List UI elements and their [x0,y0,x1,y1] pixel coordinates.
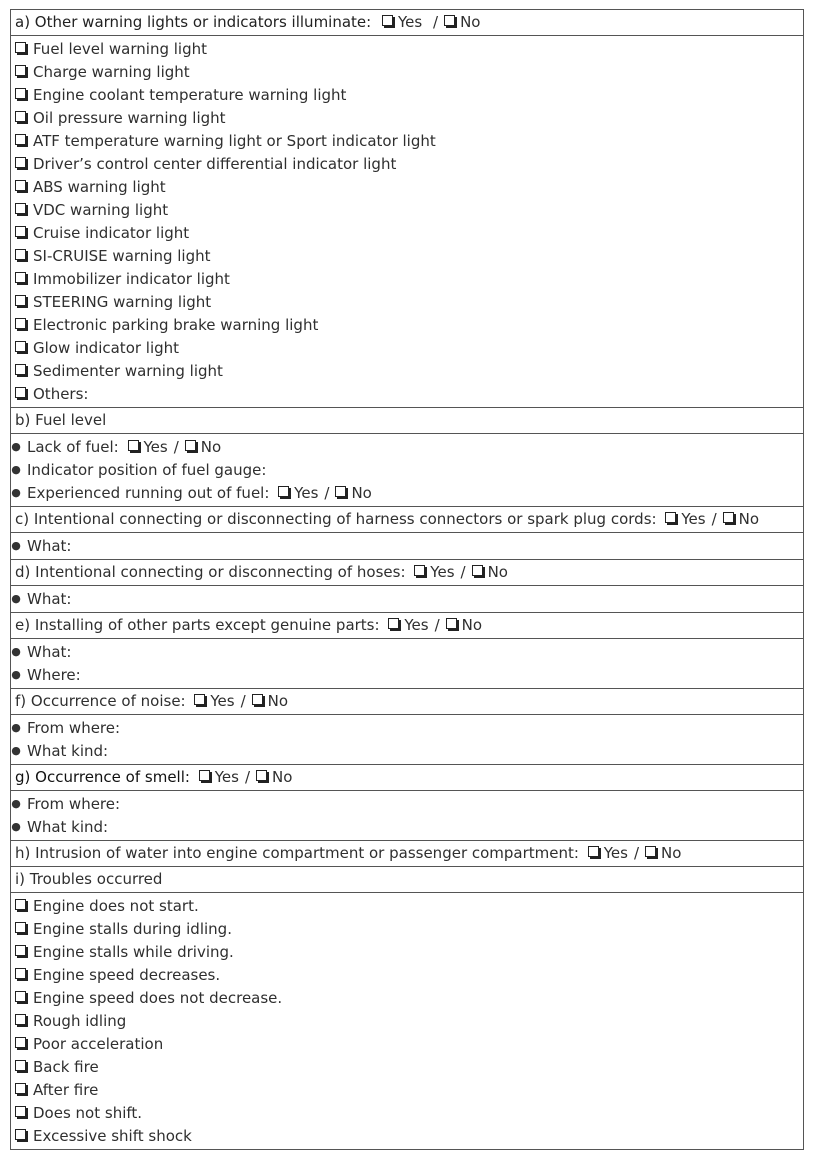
section-d-body-row [11,586,804,613]
bullet-icon: ● [11,668,21,681]
section-i-title: i) Troubles occurred [15,870,163,888]
yes-label: Yes [214,768,239,786]
check-item-label: Others: [33,385,89,403]
section-b-title: b) Fuel level [15,411,107,429]
yes-checkbox[interactable] [414,565,425,576]
check-item-label: Oil pressure warning light [33,109,226,127]
check-item [15,964,799,987]
slash-separator: / [711,510,717,528]
section-c-header [11,507,804,533]
from-where-label: From where: [27,795,121,813]
bullet-item [11,664,799,687]
no-label: No [461,616,483,634]
bullet-icon: ● [11,440,21,453]
check-item-label: Sedimenter warning light [33,362,223,380]
check-item [15,1125,799,1148]
section-i-header-row [11,867,804,893]
section-f-details [11,715,804,765]
no-checkbox[interactable] [446,618,457,629]
yes-label: Yes [603,844,628,862]
no-checkbox[interactable] [645,846,656,857]
section-e-question: e) Installing of other parts except genuine parts: [15,616,380,634]
check-item [15,941,799,964]
section-h-question: h) Intrusion of water into engine compartment or passenger compartment: [15,844,579,862]
bullet-item [11,535,799,558]
section-e-details [11,639,804,689]
yes-checkbox[interactable] [588,846,599,857]
section-h-header [11,841,804,867]
checkbox[interactable] [15,1060,26,1071]
check-item [15,245,799,268]
questionnaire-sheet [10,9,804,1150]
section-h-header-row [11,841,804,867]
checkbox[interactable] [15,88,26,99]
yes-label: Yes [430,563,455,581]
check-item [15,1033,799,1056]
checkbox[interactable] [15,364,26,375]
section-f-question: f) Occurrence of noise: [15,692,186,710]
yes-label: Yes [398,13,423,31]
yes-checkbox[interactable] [278,486,289,497]
yes-label: Yes [681,510,706,528]
yes-checkbox[interactable] [388,618,399,629]
checkbox[interactable] [15,226,26,237]
section-c-question: c) Intentional connecting or disconnecting of harness connectors or spark plug cords: [15,510,657,528]
check-item [15,84,799,107]
check-item-label: SI-CRUISE warning light [33,247,211,265]
no-label: No [661,844,682,862]
section-g-header-row [11,765,804,791]
check-item-label: Excessive shift shock [33,1127,192,1145]
lack-of-fuel-label: Lack of fuel: [27,438,119,456]
check-item-label: Back fire [33,1058,99,1076]
yes-label: Yes [294,484,319,502]
checkbox[interactable] [15,1129,26,1140]
section-a-header [11,10,804,36]
check-item [15,1102,799,1125]
checkbox[interactable] [15,1106,26,1117]
checkbox[interactable] [15,203,26,214]
checkbox[interactable] [15,111,26,122]
bullet-item [11,588,799,611]
check-item [15,895,799,918]
no-checkbox[interactable] [723,512,734,523]
section-i-checklist [11,893,804,1150]
checkbox[interactable] [15,968,26,979]
yes-checkbox[interactable] [128,440,139,451]
section-b-body-row [11,434,804,507]
slash-separator: / [324,484,330,502]
check-item-label: Engine speed decreases. [33,966,221,984]
check-item-label: Poor acceleration [33,1035,164,1053]
no-label: No [738,510,760,528]
check-item-label: ATF temperature warning light or Sport indicator light [33,132,436,150]
section-f-header [11,689,804,715]
checkbox[interactable] [15,272,26,283]
checkbox[interactable] [15,157,26,168]
check-item-label: Cruise indicator light [33,224,190,242]
checkbox[interactable] [15,899,26,910]
check-item-label: Immobilizer indicator light [33,270,230,288]
section-e-header [11,613,804,639]
check-item-label: Glow indicator light [33,339,180,357]
checkbox[interactable] [15,295,26,306]
checkbox[interactable] [15,945,26,956]
questionnaire-table [10,9,804,1150]
slash-separator: / [433,13,439,31]
what-kind-label: What kind: [27,818,109,836]
check-item-label: VDC warning light [33,201,169,219]
check-item [15,918,799,941]
slash-separator: / [460,563,466,581]
slash-separator: / [434,616,440,634]
bullet-icon: ● [11,820,21,833]
check-item [15,383,799,406]
bullet-item [11,436,799,459]
check-item-label: Engine speed does not decrease. [33,989,283,1007]
section-b-header [11,408,804,434]
checkbox[interactable] [15,180,26,191]
checkbox[interactable] [15,134,26,145]
ran-out-of-fuel-label: Experienced running out of fuel: [27,484,270,502]
check-item [15,360,799,383]
section-b-details [11,434,804,507]
no-checkbox[interactable] [252,694,263,705]
checkbox[interactable] [15,387,26,398]
check-item [15,61,799,84]
section-a-checklist [11,36,804,408]
check-item [15,176,799,199]
section-c-details [11,533,804,560]
check-item [15,107,799,130]
check-item [15,38,799,61]
bullet-icon: ● [11,539,21,552]
check-item-label: Engine stalls while driving. [33,943,234,961]
check-item [15,130,799,153]
what-label: What: [27,537,72,555]
section-a-header-row [11,10,804,36]
section-a-question: a) Other warning lights or indicators illuminate: [15,13,372,31]
section-c-body-row [11,533,804,560]
check-item [15,987,799,1010]
no-checkbox[interactable] [256,770,267,781]
yes-checkbox[interactable] [382,15,393,26]
section-i-header [11,867,804,893]
check-item-label: Rough idling [33,1012,127,1030]
check-item-label: Engine coolant temperature warning light [33,86,347,104]
fuel-gauge-position-label: Indicator position of fuel gauge: [27,461,267,479]
checkbox[interactable] [15,249,26,260]
section-i-body-row [11,893,804,1150]
check-item [15,1079,799,1102]
what-label: What: [27,590,72,608]
bullet-icon: ● [11,744,21,757]
section-d-question: d) Intentional connecting or disconnecting of hoses: [15,563,406,581]
what-label: What: [27,643,72,661]
what-kind-label: What kind: [27,742,109,760]
slash-separator: / [173,438,179,456]
no-checkbox[interactable] [472,565,483,576]
yes-label: Yes [404,616,429,634]
check-item-label: Charge warning light [33,63,190,81]
section-b-header-row [11,408,804,434]
bullet-icon: ● [11,797,21,810]
section-e-header-row [11,613,804,639]
section-d-header [11,560,804,586]
bullet-item [11,816,799,839]
bullet-icon: ● [11,645,21,658]
no-label: No [272,768,293,786]
from-where-label: From where: [27,719,121,737]
bullet-icon: ● [11,463,21,476]
check-item [15,1056,799,1079]
section-f-body-row [11,715,804,765]
no-label: No [267,692,289,710]
bullet-icon: ● [11,721,21,734]
checkbox[interactable] [15,318,26,329]
check-item [15,153,799,176]
slash-separator: / [633,844,640,862]
check-item-label: Driver’s control center differential indicator light [33,155,397,173]
checkbox[interactable] [15,1083,26,1094]
checkbox[interactable] [15,65,26,76]
check-item [15,222,799,245]
bullet-item [11,482,799,505]
no-checkbox[interactable] [185,440,196,451]
check-item-label: ABS warning light [33,178,166,196]
bullet-item [11,793,799,816]
no-label: No [200,438,222,456]
checkbox[interactable] [15,1014,26,1025]
section-g-question: g) Occurrence of smell: [15,768,190,786]
no-checkbox[interactable] [335,486,346,497]
check-item-label: After fire [33,1081,99,1099]
yes-checkbox[interactable] [199,770,210,781]
section-g-body-row [11,791,804,841]
checkbox[interactable] [15,42,26,53]
check-item-label: STEERING warning light [33,293,212,311]
bullet-item [11,740,799,763]
where-label: Where: [27,666,81,684]
section-d-header-row [11,560,804,586]
bullet-item [11,641,799,664]
section-d-details [11,586,804,613]
bullet-item [11,459,799,482]
section-e-body-row [11,639,804,689]
check-item [15,291,799,314]
bullet-item [11,717,799,740]
check-item-label: Fuel level warning light [33,40,207,58]
checkbox[interactable] [15,1037,26,1048]
check-item-label: Electronic parking brake warning light [33,316,319,334]
yes-checkbox[interactable] [665,512,676,523]
check-item [15,1010,799,1033]
section-a-body-row [11,36,804,408]
section-f-header-row [11,689,804,715]
section-c-header-row [11,507,804,533]
checkbox[interactable] [15,341,26,352]
no-label: No [351,484,372,502]
no-checkbox[interactable] [444,15,455,26]
checkbox[interactable] [15,991,26,1002]
check-item-label: Engine does not start. [33,897,199,915]
slash-separator: / [240,692,246,710]
no-label: No [460,13,481,31]
check-item [15,268,799,291]
section-g-header [11,765,804,791]
check-item-label: Does not shift. [33,1104,143,1122]
yes-label: Yes [143,438,168,456]
section-g-details [11,791,804,841]
check-item [15,314,799,337]
slash-separator: / [244,768,251,786]
bullet-icon: ● [11,592,21,605]
yes-checkbox[interactable] [194,694,205,705]
check-item [15,337,799,360]
yes-label: Yes [210,692,235,710]
check-item [15,199,799,222]
checkbox[interactable] [15,922,26,933]
check-item-label: Engine stalls during idling. [33,920,232,938]
no-label: No [487,563,508,581]
bullet-icon: ● [11,486,21,499]
